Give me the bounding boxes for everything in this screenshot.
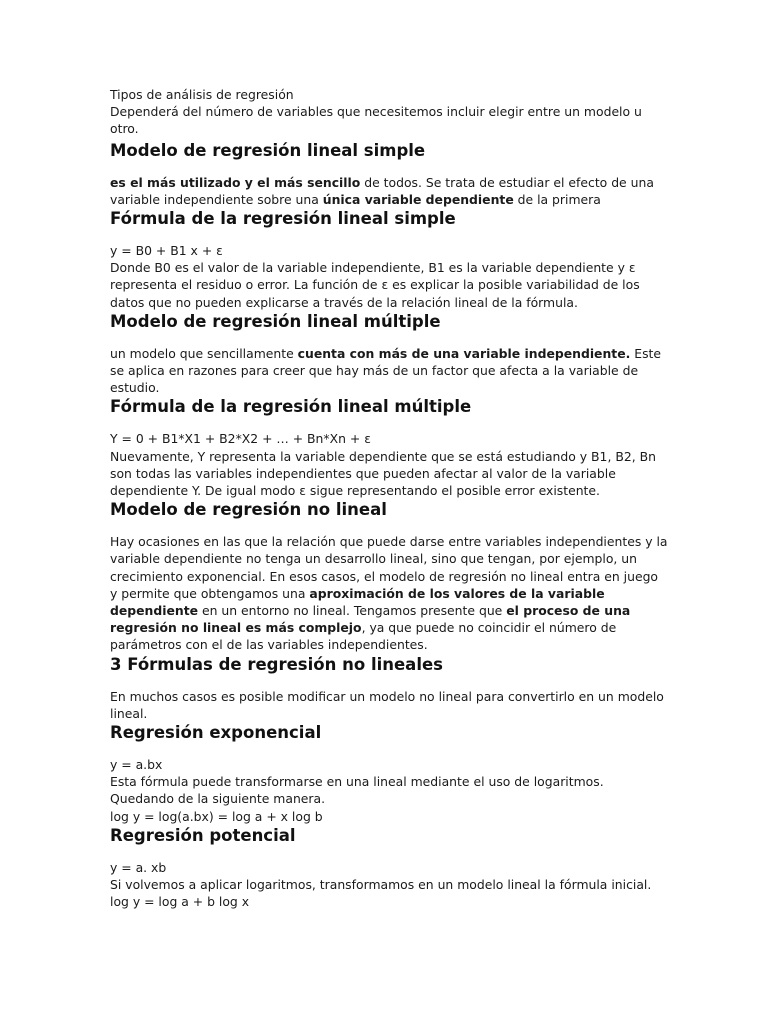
body-text: , ya que puede no coincidir el número de parámetros con el de las variables independientes. [110,620,617,653]
emphasis-text: es el más utilizado y el más sencillo [110,174,361,190]
nonlinear-formulas-paragraph: En muchos casos es posible modificar un modelo no lineal para convertirlo en un modelo lineal. [110,688,664,721]
exponential-log-formula: log y = log(a.bx) = log a + x log b [110,808,323,824]
simple-linear-model-paragraph [110,174,668,208]
multiple-linear-formula-explanation: Nuevamente, Y representa la variable dependiente que se está estudiando y B1, B2, Bn son todas las variables independientes que pueden afectar al valor de la variable dependiente Y. De igual modo ε sigue representando el posible error existente. [110,448,656,499]
heading-potential-regression: Regresión potencial [110,825,296,845]
multiple-linear-model-paragraph [110,345,668,397]
emphasis-text: aproximación de los valores de la variable dependiente [110,585,605,619]
body-text: un modelo que sencillamente [110,345,298,361]
body-text: Este se aplica en razones para creer que hay más de un factor que afecta a la variable de estudio. [110,345,662,396]
heading-simple-linear-model: Modelo de regresión lineal simple [110,140,426,160]
document-title-line: Tipos de análisis de regresión [110,87,294,102]
heading-nonlinear-model: Modelo de regresión no lineal [110,500,387,520]
heading-nonlinear-formulas: 3 Fórmulas de regresión no lineales [110,654,443,674]
exponential-explanation: Esta fórmula puede transformarse en una lineal mediante el uso de logaritmos. Quedando de la siguiente manera. [110,774,604,807]
potential-log-formula: log y = log a + b log x [110,894,250,910]
body-text: Hay ocasiones en las que la relación que puede darse entre variables independientes y la variable dependiente no tenga un desarrollo lineal, sino que tengan, por ejemplo, un crecimiento exponencial. En esos casos, el modelo de regresión no lineal entra en juego y permite que obtengamos una [110,534,668,601]
heading-multiple-linear-formula: Fórmula de la regresión lineal múltiple [110,397,472,417]
nonlinear-model-paragraph [110,533,668,653]
body-text: de la primera [513,191,601,207]
exponential-formula: y = a.bx [110,757,163,773]
emphasis-text: cuenta con más de una variable independiente. [297,345,631,361]
body-text: de todos. Se trata de estudiar el efecto de una variable independiente sobre una [110,174,654,207]
heading-multiple-linear-model: Modelo de regresión lineal múltiple [110,311,441,331]
simple-linear-formula: y = B0 + B1 x + ε [110,243,223,259]
potential-formula: y = a. xb [110,859,167,875]
emphasis-text: única variable dependiente [322,191,514,207]
body-text: en un entorno no lineal. Tengamos presente que [198,603,507,619]
simple-linear-formula-explanation: Donde B0 es el valor de la variable independiente, B1 es la variable dependiente y ε representa el residuo o error. La función de ε es explicar la posible variabilidad de los datos que no pueden explicarse a través de la relación lineal de la fórmula. [110,260,640,310]
heading-exponential-regression: Regresión exponencial [110,723,322,743]
emphasis-text: el proceso de una regresión no lineal es más complejo [110,603,631,636]
intro-paragraph: Dependerá del número de variables que necesitemos incluir elegir entre un modelo u otro. [110,104,642,137]
potential-explanation: Si volvemos a aplicar logaritmos, transformamos en un modelo lineal la fórmula inicial. [110,877,652,893]
heading-simple-linear-formula: Fórmula de la regresión lineal simple [110,209,456,229]
multiple-linear-formula: Y = 0 + B1*X1 + B2*X2 + … + Bn*Xn + ε [110,431,371,447]
